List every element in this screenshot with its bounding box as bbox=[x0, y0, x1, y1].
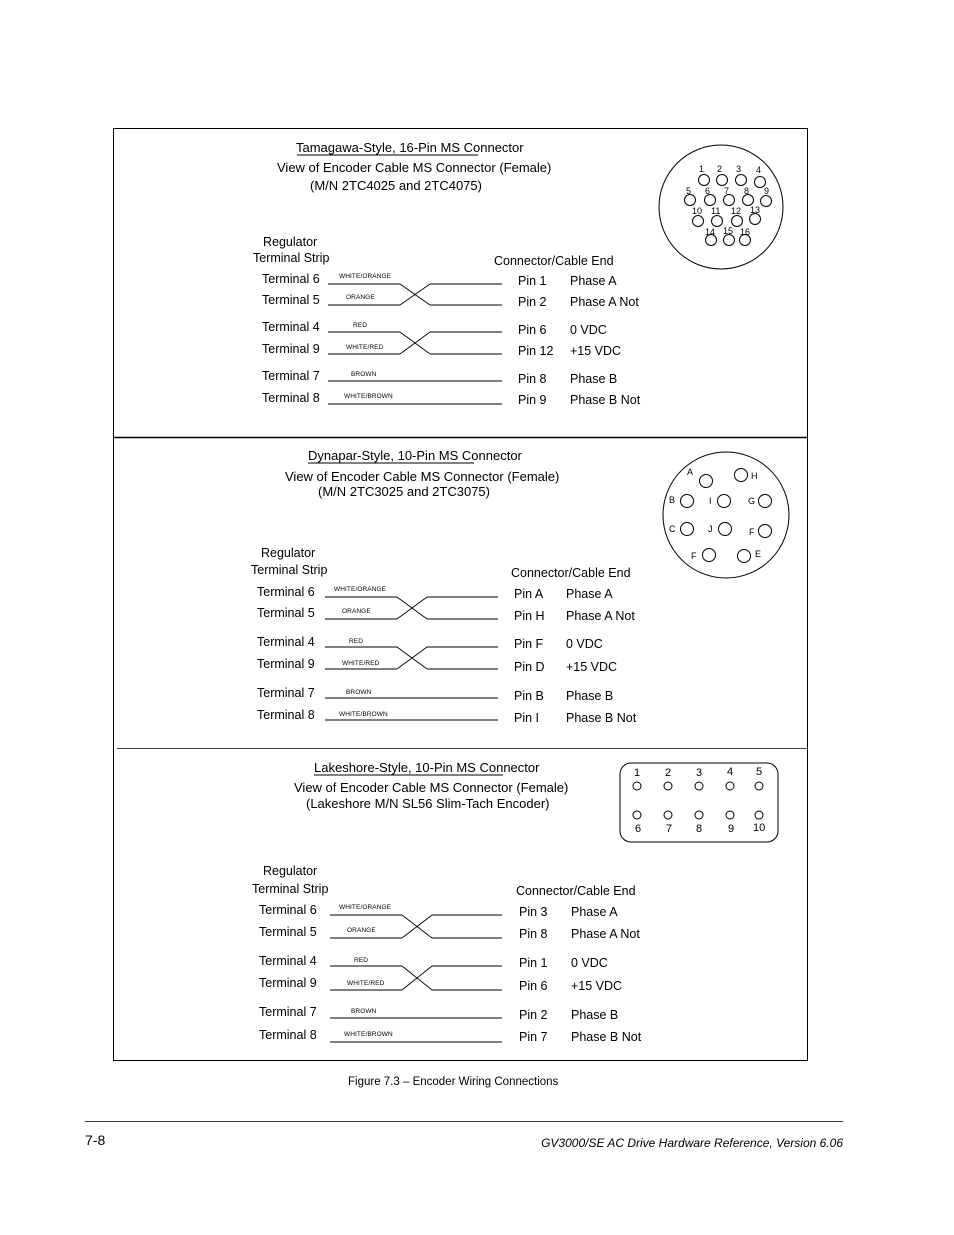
connector-pin-number: 8 bbox=[696, 823, 703, 835]
wire-label: ORANGE bbox=[342, 608, 371, 615]
connector-pin-number: 4 bbox=[756, 165, 762, 175]
connector-pin-letter: B bbox=[669, 495, 676, 505]
wire-label: WHITE/BROWN bbox=[339, 711, 388, 718]
wiring-section-3 bbox=[330, 915, 502, 1042]
terminal-label: Terminal 5 bbox=[262, 293, 320, 307]
figure-caption: Figure 7.3 – Encoder Wiring Connections bbox=[348, 1076, 559, 1088]
signal-label: Phase B bbox=[571, 1008, 619, 1022]
pin-label: Pin 6 bbox=[519, 979, 548, 993]
connector-pin-number: 8 bbox=[744, 186, 750, 196]
connector-pin-number: 12 bbox=[731, 206, 742, 216]
pin-label: Pin 9 bbox=[518, 393, 547, 407]
terminal-label: Terminal 7 bbox=[257, 686, 315, 700]
connector-pin-number: 5 bbox=[686, 186, 692, 196]
connector-pin-letter: F bbox=[691, 551, 697, 561]
section-subtitle: View of Encoder Cable MS Connector (Female) bbox=[285, 469, 560, 484]
connector-pin-number: 5 bbox=[756, 766, 763, 778]
pin-label: Pin 7 bbox=[519, 1030, 548, 1044]
section-model: (M/N 2TC3025 and 2TC3075) bbox=[318, 484, 490, 499]
connector-end-label: Connector/Cable End bbox=[511, 566, 631, 580]
connector-pin-number: 10 bbox=[692, 206, 703, 216]
terminal-label: Terminal 4 bbox=[262, 320, 320, 334]
pin-label: Pin 3 bbox=[519, 905, 548, 919]
connector-pin-number: 16 bbox=[740, 227, 751, 237]
terminal-strip-label: Terminal Strip bbox=[252, 882, 329, 896]
connector-pin-number: 7 bbox=[724, 186, 730, 196]
signal-label: +15 VDC bbox=[571, 979, 623, 993]
wiring-section-2 bbox=[325, 597, 498, 720]
figure-frame bbox=[114, 129, 808, 1061]
wire-label: BROWN bbox=[351, 1008, 377, 1015]
connector-pin-number: 15 bbox=[723, 226, 734, 236]
connector-pin-number: 6 bbox=[635, 823, 642, 835]
pin-label: Pin 8 bbox=[519, 927, 548, 941]
pin-label: Pin A bbox=[514, 587, 544, 601]
pin-label: Pin H bbox=[514, 609, 545, 623]
pin-label: Pin 2 bbox=[518, 295, 547, 309]
pin-label: Pin I bbox=[514, 711, 540, 725]
regulator-label: Regulator bbox=[263, 864, 318, 878]
pin-label: Pin 1 bbox=[518, 274, 547, 288]
wire-label: WHITE/RED bbox=[346, 344, 384, 351]
connector-pin-number: 13 bbox=[750, 205, 761, 215]
wire-label: WHITE/ORANGE bbox=[339, 904, 392, 911]
connector-pin-number: 3 bbox=[736, 164, 742, 174]
pin-label: Pin B bbox=[514, 689, 544, 703]
wire-label: RED bbox=[354, 957, 369, 964]
connector-end-label: Connector/Cable End bbox=[494, 254, 614, 268]
terminal-label: Terminal 8 bbox=[259, 1028, 317, 1042]
wire-label: WHITE/RED bbox=[347, 980, 385, 987]
section-model: (M/N 2TC4025 and 2TC4075) bbox=[310, 178, 482, 193]
signal-label: 0 VDC bbox=[570, 323, 607, 337]
pin-label: Pin D bbox=[514, 660, 545, 674]
connector-pin-letter: E bbox=[755, 549, 762, 559]
connector-pin-letter: H bbox=[751, 471, 758, 481]
signal-label: Phase A Not bbox=[571, 927, 640, 941]
connector-pin-number: 1 bbox=[699, 164, 705, 174]
connector-pin-letter: G bbox=[748, 496, 756, 506]
terminal-label: Terminal 8 bbox=[257, 708, 315, 722]
signal-label: +15 VDC bbox=[570, 344, 622, 358]
terminal-label: Terminal 5 bbox=[257, 606, 315, 620]
terminal-label: Terminal 6 bbox=[262, 272, 320, 286]
regulator-label: Regulator bbox=[261, 546, 316, 560]
connector-pin-letter: I bbox=[709, 496, 712, 506]
wire-label: BROWN bbox=[351, 371, 377, 378]
wire-label: WHITE/ORANGE bbox=[334, 586, 387, 593]
signal-label: Phase A Not bbox=[566, 609, 635, 623]
connector-end-label: Connector/Cable End bbox=[516, 884, 636, 898]
connector-pin-number: 2 bbox=[717, 164, 723, 174]
terminal-label: Terminal 9 bbox=[262, 342, 320, 356]
signal-label: Phase B Not bbox=[571, 1030, 642, 1044]
wire-label: BROWN bbox=[346, 689, 372, 696]
pin-label: Pin 12 bbox=[518, 344, 554, 358]
terminal-label: Terminal 5 bbox=[259, 925, 317, 939]
connector-pin-number: 9 bbox=[728, 823, 735, 835]
signal-label: Phase B bbox=[566, 689, 614, 703]
terminal-label: Terminal 4 bbox=[257, 635, 315, 649]
connector-pin-number: 2 bbox=[665, 767, 672, 779]
connector-pin-number: 10 bbox=[753, 822, 766, 834]
pin-label: Pin 2 bbox=[519, 1008, 548, 1022]
pin-label: Pin 1 bbox=[519, 956, 548, 970]
connector-pin-letter: F bbox=[749, 527, 755, 537]
section-title: Lakeshore-Style, 10-Pin MS Connector bbox=[314, 760, 540, 775]
wire-label: ORANGE bbox=[346, 294, 375, 301]
terminal-label: Terminal 4 bbox=[259, 954, 317, 968]
signal-label: Phase A bbox=[566, 587, 613, 601]
terminal-label: Terminal 9 bbox=[257, 657, 315, 671]
connector-pin-number: 11 bbox=[711, 206, 721, 216]
signal-label: Phase A bbox=[570, 274, 617, 288]
pin-label: Pin 6 bbox=[518, 323, 547, 337]
terminal-label: Terminal 9 bbox=[259, 976, 317, 990]
signal-label: Phase A Not bbox=[570, 295, 639, 309]
wire-label: WHITE/BROWN bbox=[344, 393, 393, 400]
terminal-strip-label: Terminal Strip bbox=[251, 563, 328, 577]
connector-pin-letter: C bbox=[669, 524, 676, 534]
section-title: Dynapar-Style, 10-Pin MS Connector bbox=[308, 448, 522, 463]
section-subtitle: View of Encoder Cable MS Connector (Female) bbox=[294, 780, 569, 795]
signal-label: Phase B Not bbox=[566, 711, 637, 725]
wire-label: WHITE/BROWN bbox=[344, 1031, 393, 1038]
terminal-label: Terminal 7 bbox=[259, 1005, 317, 1019]
wire-label: WHITE/ORANGE bbox=[339, 273, 392, 280]
page-number: 7-8 bbox=[85, 1132, 106, 1148]
signal-label: 0 VDC bbox=[566, 637, 603, 651]
connector-pin-number: 9 bbox=[764, 186, 770, 196]
wire-label: RED bbox=[349, 638, 364, 645]
connector-pin-letter: A bbox=[687, 467, 694, 477]
signal-label: Phase A bbox=[571, 905, 618, 919]
section-title: Tamagawa-Style, 16-Pin MS Connector bbox=[296, 140, 524, 155]
connector-pin-number: 1 bbox=[634, 767, 641, 779]
document-title: GV3000/SE AC Drive Hardware Reference, Version 6.06 bbox=[541, 1136, 843, 1150]
section-model: (Lakeshore M/N SL56 Slim-Tach Encoder) bbox=[306, 796, 550, 811]
pin-label: Pin F bbox=[514, 637, 544, 651]
connector-pin-number: 4 bbox=[727, 766, 734, 778]
terminal-label: Terminal 6 bbox=[259, 903, 317, 917]
signal-label: 0 VDC bbox=[571, 956, 608, 970]
wire-label: ORANGE bbox=[347, 927, 376, 934]
signal-label: +15 VDC bbox=[566, 660, 618, 674]
dynapar-connector bbox=[663, 452, 789, 578]
regulator-label: Regulator bbox=[263, 235, 318, 249]
connector-pin-number: 7 bbox=[666, 823, 673, 835]
wire-label: RED bbox=[353, 322, 368, 329]
terminal-label: Terminal 7 bbox=[262, 369, 320, 383]
terminal-strip-label: Terminal Strip bbox=[253, 251, 330, 265]
wire-label: WHITE/RED bbox=[342, 660, 380, 667]
terminal-label: Terminal 8 bbox=[262, 391, 320, 405]
connector-pin-number: 14 bbox=[705, 227, 716, 237]
signal-label: Phase B bbox=[570, 372, 618, 386]
connector-pin-number: 3 bbox=[696, 767, 703, 779]
section-subtitle: View of Encoder Cable MS Connector (Female) bbox=[277, 160, 552, 175]
signal-label: Phase B Not bbox=[570, 393, 641, 407]
connector-pin-letter: J bbox=[708, 524, 713, 534]
pin-label: Pin 8 bbox=[518, 372, 547, 386]
terminal-label: Terminal 6 bbox=[257, 585, 315, 599]
connector-pin-number: 6 bbox=[705, 186, 711, 196]
